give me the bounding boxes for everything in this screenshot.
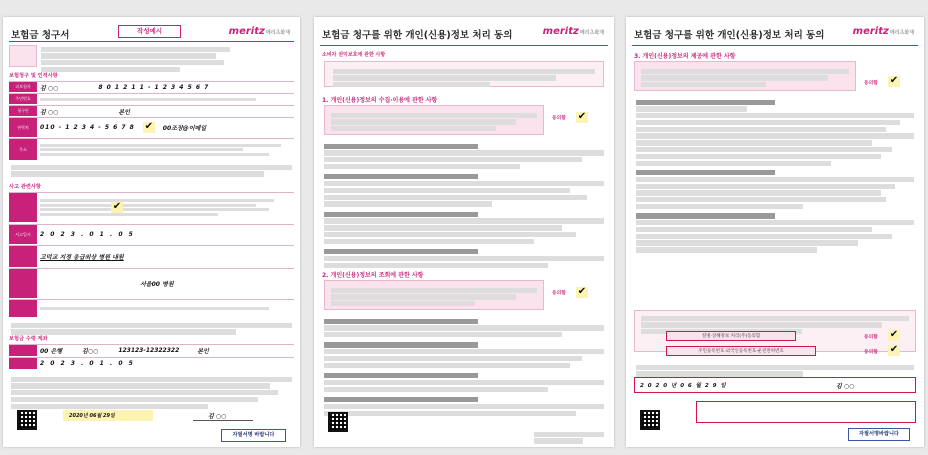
consent-page-2 xyxy=(626,17,924,447)
claimant-name-value: 김 ○○ xyxy=(40,108,59,116)
meritz-logo: meritz메리츠화재 xyxy=(542,26,604,37)
row-account-2 xyxy=(9,357,294,369)
row-contact: 연락처 010 - 1 2 3 4 - 5 6 7 8 ✔ 00조장@이메일 xyxy=(9,117,294,137)
relation2-value: 본인 xyxy=(197,348,209,355)
header-divider xyxy=(9,41,294,42)
sensitive-consent-1[interactable]: 질병·상해정보 처리(주)동의함 xyxy=(666,331,796,341)
collection-box xyxy=(324,105,544,135)
header-divider xyxy=(320,45,608,46)
notice-text xyxy=(41,45,240,74)
accident-check-icon: ✔ xyxy=(112,201,122,212)
agree-check-icon-1[interactable]: ✔ xyxy=(577,111,587,122)
row-claimant: 청구인 김 ○○ 본인 xyxy=(9,105,294,116)
agree-label-5: 동의함 xyxy=(864,350,878,355)
consent-page-1 xyxy=(314,17,614,447)
agree-check-icon-2[interactable]: ✔ xyxy=(577,286,587,297)
contact-check-icon: ✔ xyxy=(144,121,153,132)
row-hospital xyxy=(9,268,294,298)
sign-date-value: 2020년 06월 29일 xyxy=(69,413,115,419)
agree-label-3: 동의함 xyxy=(864,81,878,86)
agree-check-icon-4[interactable]: ✔ xyxy=(889,329,899,340)
claim-form-page xyxy=(3,17,300,447)
row-account xyxy=(9,344,294,356)
sign-instruction xyxy=(636,363,914,378)
qr-code-icon xyxy=(328,412,348,432)
signer-value: 김 ○○ xyxy=(208,413,227,420)
accident-detail-value: 고덕교 지정 응급외상 병원 내원 xyxy=(40,254,124,261)
accident-date-value: 2 0 2 3 . 0 1 . 0 5 xyxy=(40,231,135,238)
hospital-name-value: 서울00 병원 xyxy=(140,281,174,288)
provision-details xyxy=(636,98,914,254)
section-provision: 3. 개인(신용)정보의 제공에 관한 사항 xyxy=(634,53,736,60)
insured-name-value: 김 ○○ xyxy=(40,84,59,92)
agree-check-icon-3[interactable]: ✔ xyxy=(889,75,899,86)
row-address: 주소 xyxy=(9,138,294,160)
bank-value: 00 은행 xyxy=(40,348,63,355)
example-stamp: 작성예시 xyxy=(118,25,181,38)
account-holder-value: 김○○ xyxy=(82,348,99,355)
meritz-logo: meritz메리츠화재 xyxy=(852,26,914,37)
inquiry-details xyxy=(324,317,604,417)
resident-no-value: 8 0 1 2 1 1 - 1 2 3 4 5 6 7 xyxy=(98,83,210,91)
signature-callout: 자필서명 바랍니다 xyxy=(221,429,286,442)
provision-box xyxy=(634,61,856,91)
section-insured: 보험청구 및 인적사항 xyxy=(9,73,58,79)
intro-box xyxy=(324,61,604,87)
section-inquiry: 2. 개인(신용)정보의 조회에 관한 사항 xyxy=(322,272,424,279)
collection-details xyxy=(324,142,604,270)
row-resident: 주민번호 xyxy=(9,93,294,104)
row-insured: 피보험자 김 ○○ 8 0 1 2 1 1 - 1 2 3 4 5 6 7 xyxy=(9,81,294,92)
agree-label-1: 동의함 xyxy=(552,116,566,121)
guardian-row xyxy=(696,401,916,423)
row-prior-claims xyxy=(9,299,294,317)
email-value: 00조장@이메일 xyxy=(162,125,207,132)
page-title: 보험금 청구서 xyxy=(11,30,70,41)
signature-line xyxy=(193,420,253,421)
row-accident-date: 사고일시 2 0 2 3 . 0 1 . 0 5 xyxy=(9,224,294,244)
agree-check-icon-5[interactable]: ✔ xyxy=(889,344,899,355)
fine-print-3 xyxy=(11,375,292,410)
account-no-value: 123123-12322322 xyxy=(118,347,180,354)
row-accident-detail xyxy=(9,245,294,267)
sign-date-value: 2 0 2 0 년 0 6 월 2 9 일 xyxy=(640,383,727,389)
section-accident: 사고 관련사항 xyxy=(9,184,41,190)
page-title: 보험금 청구를 위한 개인(신용)정보 처리 동의 xyxy=(322,30,513,41)
page-title: 보험금 청구를 위한 개인(신용)정보 처리 동의 xyxy=(634,30,825,41)
intro-heading: 소비자 권익보호에 관한 사항 xyxy=(322,52,386,58)
section-account: 보험금 수령 계좌 xyxy=(9,336,48,342)
qr-code-icon xyxy=(640,410,660,430)
signer-value: 김 ○○ xyxy=(836,383,855,390)
account-no-repeat: 2 0 2 3 . 0 1 . 0 5 xyxy=(40,360,135,367)
inquiry-box xyxy=(324,280,544,310)
header-divider xyxy=(632,45,918,46)
agree-label-2: 동의함 xyxy=(552,291,566,296)
footer-text xyxy=(534,430,604,445)
meritz-logo: meritz메리츠화재 xyxy=(228,26,290,37)
qr-code-icon xyxy=(17,410,37,430)
section-collection: 1. 개인(신용)정보의 수집·이용에 관한 사항 xyxy=(322,97,438,104)
fine-print-2 xyxy=(11,321,292,336)
phone-value: 010 - 1 2 3 4 - 5 6 7 8 xyxy=(40,124,135,131)
signature-callout: 자필서명바랍니다 xyxy=(848,428,910,441)
agree-label-4: 동의함 xyxy=(864,335,878,340)
sensitive-consent-2[interactable]: 주민등록번호·외국인등록번호·운전면허번호 xyxy=(666,346,816,356)
notice-badge xyxy=(9,45,37,67)
relation-value: 본인 xyxy=(118,108,130,116)
fine-print xyxy=(11,163,292,178)
row-accident-type xyxy=(9,192,294,222)
